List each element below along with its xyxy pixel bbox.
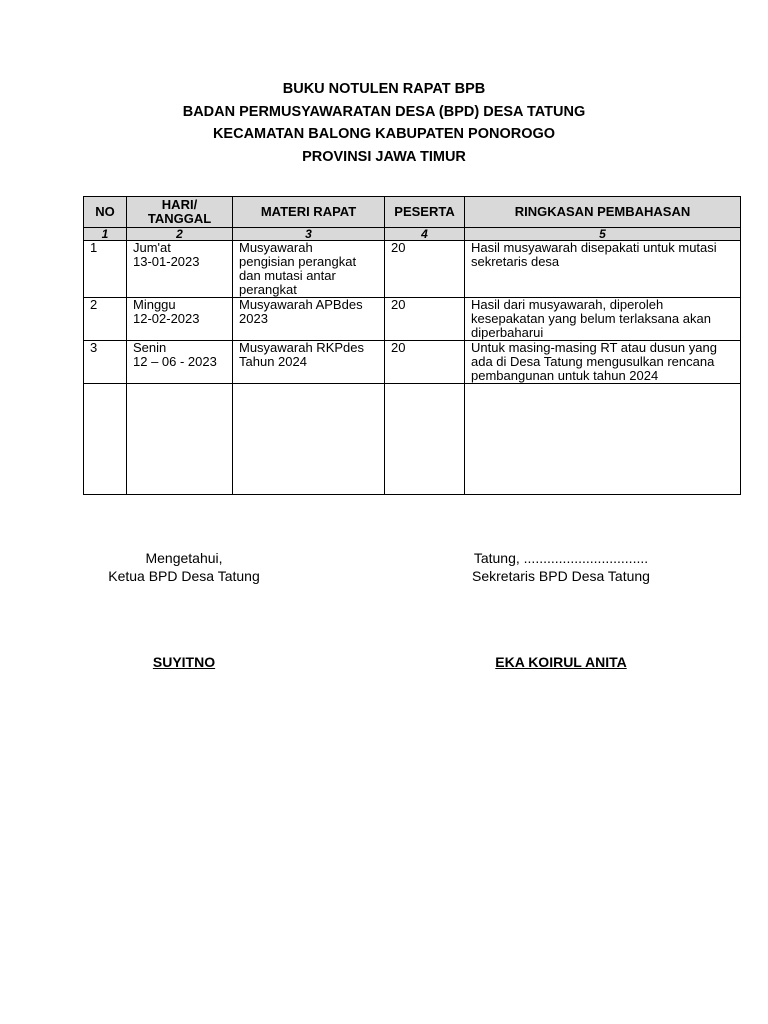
cell-topic — [233, 241, 385, 298]
cell-topic-line: dan mutasi antar — [239, 268, 336, 283]
column-number: 2 — [127, 228, 233, 241]
cell-summary-line: sekretaris desa — [471, 254, 560, 269]
cell-participants: 20 — [385, 341, 465, 384]
empty-cell — [84, 384, 127, 495]
cell-summary-line: Hasil dari musyawarah, diperoleh — [471, 297, 664, 312]
header-institution: BADAN PERMUSYAWARATAN DESA (BPD) DESA TATUNG — [182, 103, 586, 120]
cell-summary-line: Hasil musyawarah disepakati untuk mutasi — [471, 240, 717, 255]
cell-date — [127, 341, 233, 384]
cell-topic-line: Musyawarah APBdes — [239, 297, 363, 312]
cell-date-value: 12-02-2023 — [133, 311, 200, 326]
column-header-participants: PESERTA — [385, 197, 465, 228]
cell-summary-line: pembangunan untuk tahun 2024 — [471, 368, 659, 383]
minutes-table — [83, 196, 741, 495]
secretary-title: Sekretaris BPD Desa Tatung — [472, 568, 650, 584]
column-header-date — [127, 197, 233, 228]
column-number-row — [84, 228, 741, 241]
place-date-label: Tatung, ................................ — [473, 550, 649, 566]
cell-topic-line: perangkat — [239, 282, 297, 297]
table-row — [84, 298, 741, 341]
table-row — [84, 341, 741, 384]
empty-cell — [233, 384, 385, 495]
cell-topic-line: Musyawarah — [239, 240, 313, 255]
header-province: PROVINSI JAWA TIMUR — [302, 149, 466, 166]
header-district: KECAMATAN BALONG KABUPATEN PONOROGO — [212, 126, 556, 143]
cell-date-value: 13-01-2023 — [133, 254, 200, 269]
signature-block-left — [84, 549, 284, 585]
empty-cell — [385, 384, 465, 495]
cell-participants: 20 — [385, 241, 465, 298]
column-header-topic: MATERI RAPAT — [233, 197, 385, 228]
cell-summary-line: kesepakatan yang belum terlaksana akan — [471, 311, 711, 326]
acknowledgement-label: Mengetahui, — [145, 550, 223, 566]
chairman-title: Ketua BPD Desa Tatung — [108, 568, 260, 584]
secretary-name: EKA KOIRUL ANITA — [495, 654, 627, 670]
cell-topic-line: Tahun 2024 — [239, 354, 307, 369]
cell-day: Senin — [133, 340, 167, 355]
column-header-date-label: TANGGAL — [147, 211, 212, 226]
table-header-row — [84, 197, 741, 228]
column-header-no: NO — [84, 197, 127, 228]
column-number: 5 — [465, 228, 741, 241]
cell-no: 1 — [84, 241, 127, 298]
empty-cell — [127, 384, 233, 495]
cell-day: Jum'at — [133, 240, 171, 255]
cell-no: 3 — [84, 341, 127, 384]
document-header — [0, 78, 768, 169]
cell-summary-line: ada di Desa Tatung mengusulkan rencana — [471, 354, 715, 369]
cell-topic — [233, 341, 385, 384]
empty-table-row — [84, 384, 741, 495]
cell-no: 2 — [84, 298, 127, 341]
cell-participants: 20 — [385, 298, 465, 341]
cell-topic-line: Musyawarah RKPdes — [239, 340, 364, 355]
header-title: BUKU NOTULEN RAPAT BPB — [282, 81, 486, 97]
signature-block-right — [446, 549, 676, 585]
column-header-day: HARI/ — [161, 197, 198, 212]
column-number: 1 — [84, 228, 127, 241]
cell-summary — [465, 341, 741, 384]
cell-date-value: 12 – 06 - 2023 — [133, 354, 217, 369]
table-row — [84, 241, 741, 298]
cell-summary — [465, 298, 741, 341]
cell-summary-line: Untuk masing-masing RT atau dusun yang — [471, 340, 717, 355]
column-number: 3 — [233, 228, 385, 241]
cell-summary — [465, 241, 741, 298]
column-header-summary: RINGKASAN PEMBAHASAN — [465, 197, 741, 228]
cell-date — [127, 241, 233, 298]
empty-cell — [465, 384, 741, 495]
cell-date — [127, 298, 233, 341]
cell-summary-line: diperbaharui — [471, 325, 544, 340]
column-number: 4 — [385, 228, 465, 241]
cell-topic-line: 2023 — [239, 311, 268, 326]
chairman-name: SUYITNO — [152, 654, 216, 670]
cell-topic — [233, 298, 385, 341]
cell-day: Minggu — [133, 297, 176, 312]
cell-topic-line: pengisian perangkat — [239, 254, 357, 269]
